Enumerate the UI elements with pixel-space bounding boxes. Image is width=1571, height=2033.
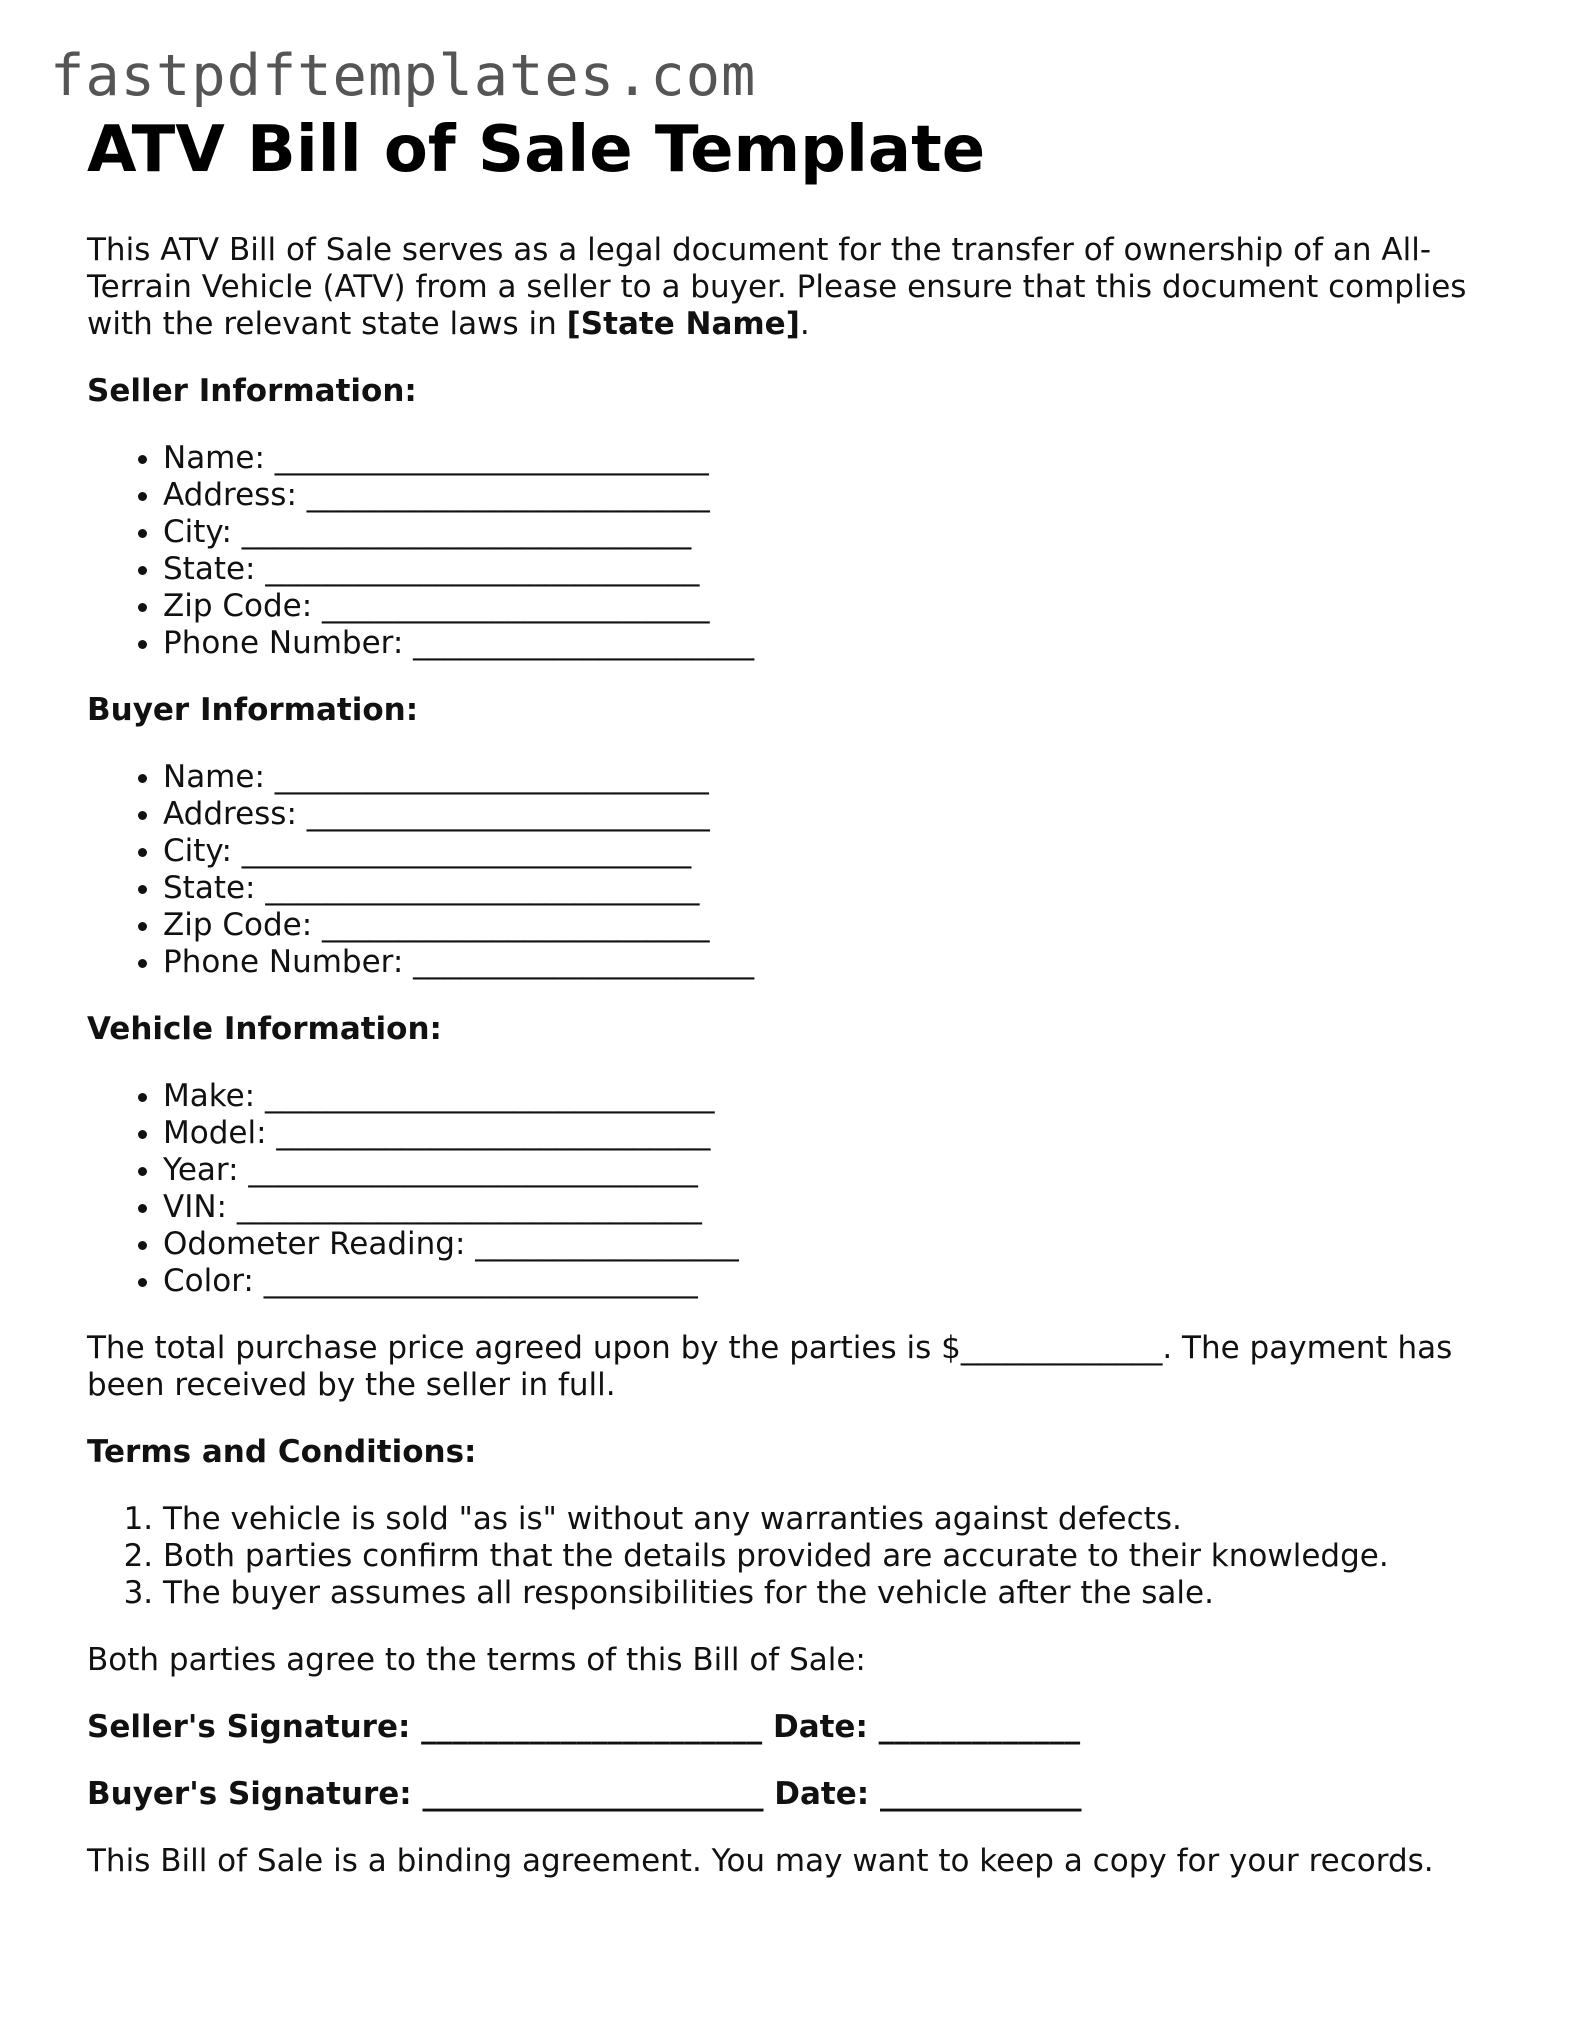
seller-fields bbox=[87, 440, 1487, 662]
buyer-address-field: • Address: __________________________ bbox=[163, 796, 1487, 833]
seller-name-field: • Name: ____________________________ bbox=[163, 440, 1487, 477]
terms-list bbox=[87, 1501, 1487, 1612]
agreement-paragraph: Both parties agree to the terms of this Bill of Sale: bbox=[87, 1642, 866, 1678]
seller-state-field: • State: ____________________________ bbox=[163, 551, 1487, 588]
buyer-city-field: • City: _____________________________ bbox=[163, 833, 1487, 870]
intro-end: . bbox=[799, 306, 810, 342]
buyer-zip-field: • Zip Code: _________________________ bbox=[163, 907, 1487, 944]
vehicle-vin-field: • VIN: ______________________________ bbox=[163, 1189, 1487, 1226]
buyer-phone-field: • Phone Number: ______________________ bbox=[163, 944, 1487, 981]
seller-signature-line: Seller's Signature: ______________________ Date: _____________ bbox=[87, 1709, 1081, 1745]
buyer-state-field: • State: ____________________________ bbox=[163, 870, 1487, 907]
state-name-placeholder: [State Name] bbox=[566, 306, 800, 342]
terms-heading: Terms and Conditions: bbox=[87, 1434, 477, 1470]
buyer-heading: Buyer Information: bbox=[87, 692, 419, 728]
vehicle-fields bbox=[87, 1078, 1487, 1300]
closing-paragraph: This Bill of Sale is a binding agreement. You may want to keep a copy for your records. bbox=[87, 1843, 1434, 1879]
vehicle-color-field: • Color: ____________________________ bbox=[163, 1263, 1487, 1300]
seller-phone-field: • Phone Number: ______________________ bbox=[163, 625, 1487, 662]
vehicle-model-field: • Model: ____________________________ bbox=[163, 1115, 1487, 1152]
seller-heading: Seller Information: bbox=[87, 373, 417, 409]
buyer-name-field: • Name: ____________________________ bbox=[163, 759, 1487, 796]
vehicle-heading: Vehicle Information: bbox=[87, 1011, 442, 1047]
term-item: 2. Both parties confirm that the details provided are accurate to their knowledge. bbox=[163, 1538, 1487, 1575]
vehicle-odometer-field: • Odometer Reading: _________________ bbox=[163, 1226, 1487, 1263]
vehicle-year-field: • Year: _____________________________ bbox=[163, 1152, 1487, 1189]
document-page bbox=[87, 110, 1487, 1880]
site-watermark: fastpdftemplates.com bbox=[50, 43, 757, 109]
seller-city-field: • City: _____________________________ bbox=[163, 514, 1487, 551]
intro-paragraph bbox=[87, 232, 1487, 343]
term-item: 1. The vehicle is sold "as is" without any warranties against defects. bbox=[163, 1501, 1487, 1538]
buyer-signature-line: Buyer's Signature: ______________________ Date: _____________ bbox=[87, 1776, 1082, 1812]
purchase-price-paragraph: The total purchase price agreed upon by the parties is $_____________. The payment has been received by the seller in full. bbox=[87, 1330, 1453, 1403]
document-title: ATV Bill of Sale Template bbox=[87, 113, 986, 187]
seller-zip-field: • Zip Code: _________________________ bbox=[163, 588, 1487, 625]
buyer-fields bbox=[87, 759, 1487, 981]
vehicle-make-field: • Make: _____________________________ bbox=[163, 1078, 1487, 1115]
intro-text: This ATV Bill of Sale serves as a legal document for the transfer of ownership of an All-Terrain Vehicle (ATV) from a seller to a buyer. Please ensure that this document complies with the relevant state laws in bbox=[87, 232, 1467, 342]
term-item: 3. The buyer assumes all responsibilities for the vehicle after the sale. bbox=[163, 1575, 1487, 1612]
seller-address-field: • Address: __________________________ bbox=[163, 477, 1487, 514]
